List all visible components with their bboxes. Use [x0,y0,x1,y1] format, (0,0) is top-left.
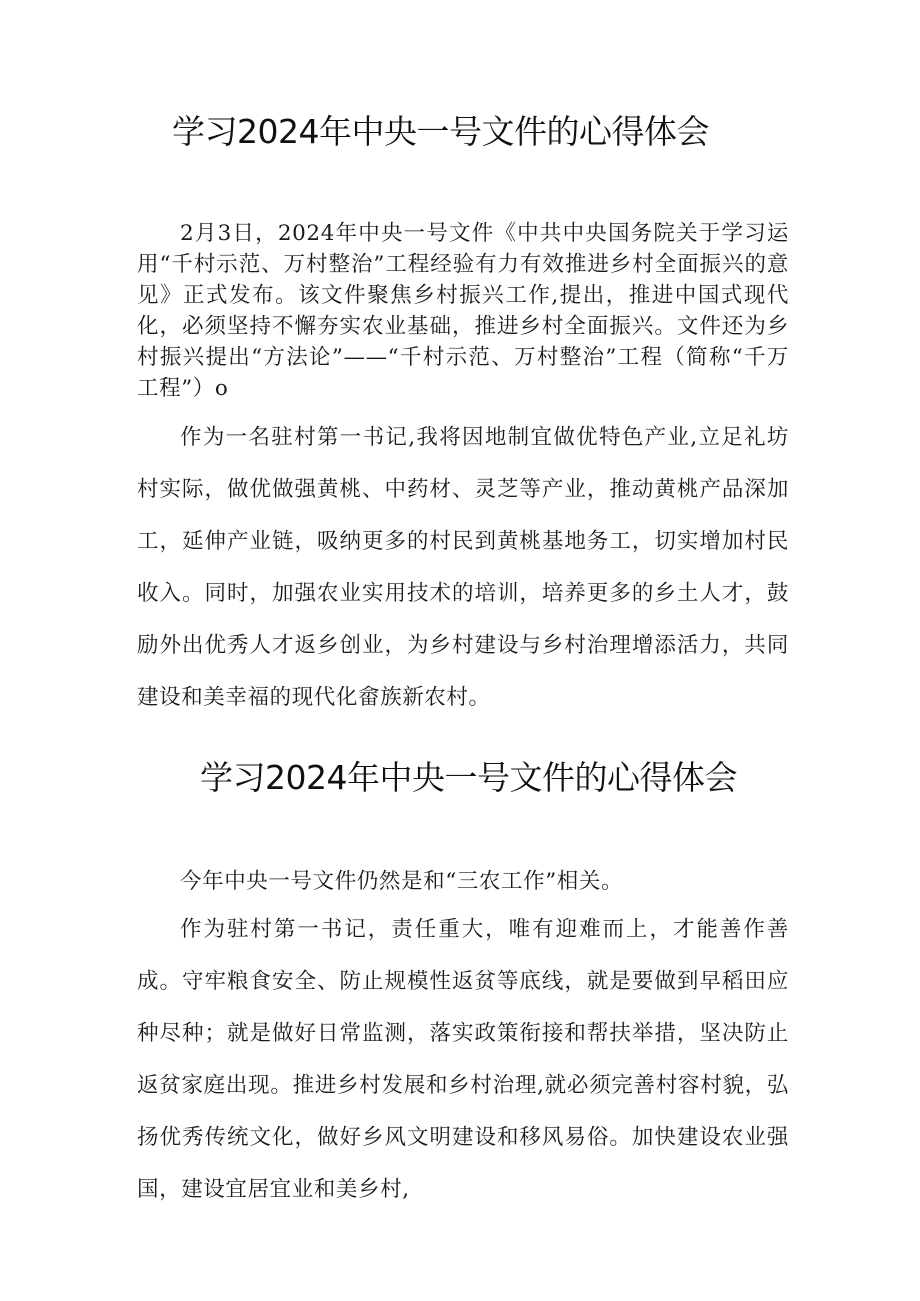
section-1-title: 学习2024年中央一号文件的心得体会 [172,112,709,151]
section-1-paragraph-2: 作为一名驻村第一书记,我将因地制宜做优特色产业,立足礼坊村实际，做优做强黄桃、中药材、灵芝等产业，推动黄桃产品深加工，延伸产业链，吸纳更多的村民到黄桃基地务工，切实增加村民收入。同时，加强农业实用技术的培训，培养更多的乡土人才，鼓励外出优秀人才返乡创业，为乡村建设与乡村治理增添活力，共同建设和美幸福的现代化畲族新农村。 [137,425,789,710]
section-2-paragraph-2: 作为驻村第一书记，责任重大，唯有迎难而上，才能善作善成。守牢粮食安全、防止规模性返贫等底线，就是要做到早稻田应种尽种；就是做好日常监测，落实政策衔接和帮扶举措，坚决防止返贫家庭出现。推进乡村发展和乡村治理,就必须完善村容村貌，弘扬优秀传统文化，做好乡风文明建设和移风易俗。加快建设农业强国，建设宜居宜业和美乡村, [137,917,789,1202]
section-2-paragraph-1: 今年中央一号文件仍然是和“三农工作”相关。 [180,869,624,894]
section-1-paragraph-1: 2月3日，2024年中央一号文件《中共中央国务院关于学习运用“千村示范、万村整治”工程经验有力有效推进乡村全面振兴的意见》正式发布。该文件聚焦乡村振兴工作,提出，推进中国式现代化，必须坚持不懈夯实农业基础，推进乡村全面振兴。文件还为乡村振兴提出“方法论”——“千村示范、万村整治”工程（简称“千万工程”）o [137,221,789,401]
section-2-title: 学习2024年中央一号文件的心得体会 [200,758,737,797]
